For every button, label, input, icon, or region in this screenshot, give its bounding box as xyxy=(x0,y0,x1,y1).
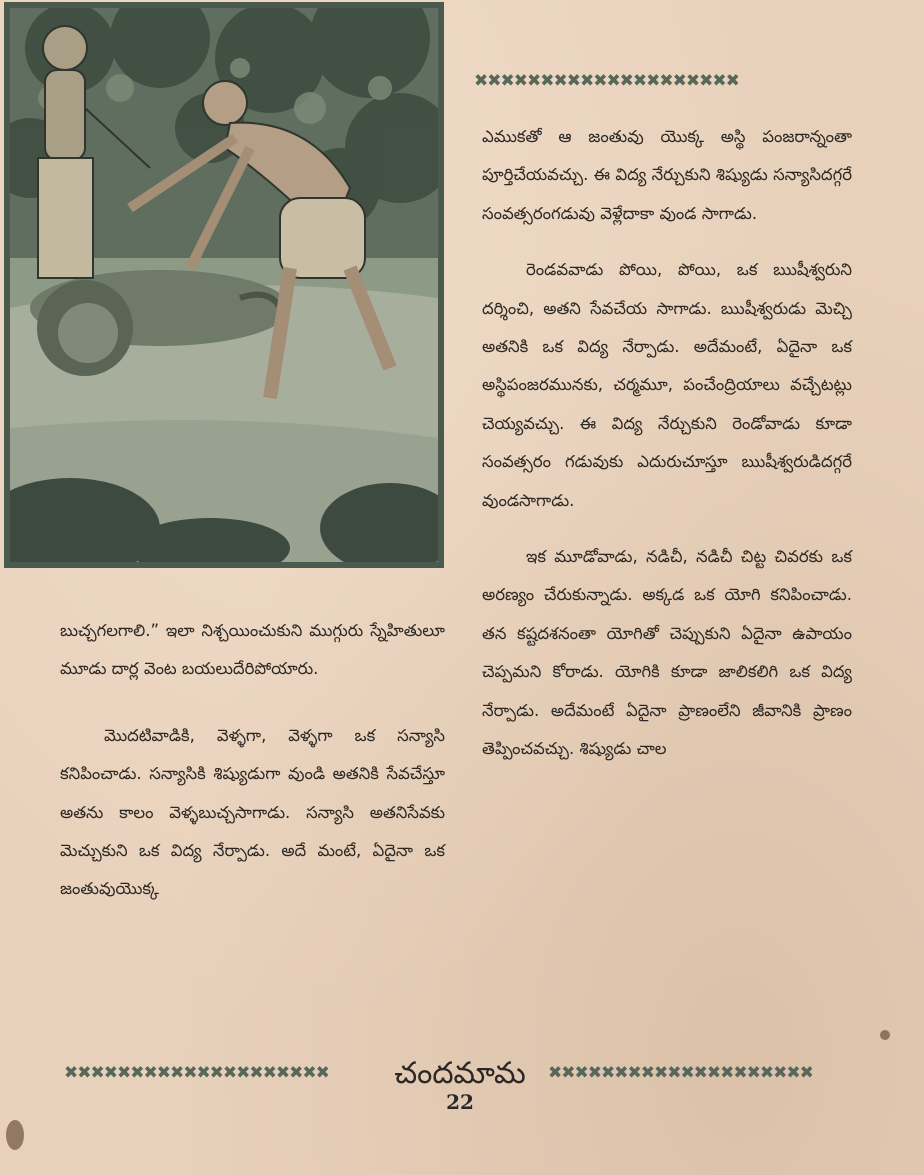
right-column xyxy=(482,118,852,769)
border-pattern: ✖✖✖✖✖✖✖✖✖✖✖✖✖✖✖✖✖✖✖✖ xyxy=(548,1063,813,1083)
paper-stain xyxy=(880,1030,890,1040)
left-paragraph-2: మొదటివాడికి, వెళ్ళగా, వెళ్ళగా ఒక సన్యాసి కనిపించాడు. సన్యాసికి శిష్యుడుగా వుండి అతనికి సేవచేస్తూ అతను కాలం వెళ్ళబుచ్చసాగాడు. సన్యాసి అతనిసేవకు మెచ్చుకుని ఒక విద్య నేర్పాడు. అదే మంటే, ఏదైనా ఒక జంతువుయొక్క xyxy=(60,725,445,899)
magazine-title: చందమామ xyxy=(394,1056,526,1091)
right-paragraph-2: రెండవవాడు పోయి, పోయి, ఒక ఋషీశ్వరుని దర్శించి, అతని సేవచేయ సాగాడు. ఋషీశ్వరుడు మెచ్చి అతనికి ఒక విద్య నేర్పాడు. అదేమంటే, ఏదైనా ఒక అస్థిపంజరమునకు, చర్మమూ, పంచేంద్రియాలు వచ్చేటట్లు చెయ్యవచ్చు. ఈ విద్య నేర్చుకుని రెండోవాడు కూడా సంవత్సరం గడువుకు ఎదురుచూస్తూ ఋషీశ్వరుడిదగ్గరే వుండసాగాడు. xyxy=(482,260,852,510)
left-column xyxy=(60,612,445,909)
illustration-drawing xyxy=(10,8,438,562)
decorative-border-footer-left xyxy=(64,1062,374,1084)
right-paragraph-3: ఇక మూడోవాడు, నడిచీ, నడిచీ చిట్ట చివరకు ఒక అరణ్యం చేరుకున్నాడు. అక్కడ ఒక యోగి కనిపించాడు. తన కష్టదశనంతా యోగితో చెప్పుకుని ఏదైనా ఉపాయం చెప్పమని కోరాడు. యోగికి కూడా జాలికలిగి ఒక విద్య నేర్పాడు. అదేమంటే ఏదైనా ప్రాణంలేని జీవానికి ప్రాణం తెప్పించవచ్చు. శిష్యుడు చాల xyxy=(482,547,852,759)
right-paragraph-1: ఎముకతో ఆ జంతువు యొక్క అస్థి పంజరాన్నంతా పూర్తిచేయవచ్చు. ఈ విద్య నేర్చుకుని శిష్యుడు సన్యాసిదగ్గరే సంవత్సరంగడువు వెళ్లేదాకా వుండ సాగాడు. xyxy=(482,127,852,223)
border-pattern: ✖✖✖✖✖✖✖✖✖✖✖✖✖✖✖✖✖✖✖✖ xyxy=(474,71,739,91)
story-illustration xyxy=(4,2,444,568)
decorative-border-footer-right xyxy=(548,1062,858,1084)
border-pattern: ✖✖✖✖✖✖✖✖✖✖✖✖✖✖✖✖✖✖✖✖ xyxy=(64,1063,329,1083)
left-paragraph-1: బుచ్చగలగాలి.” ఇలా నిశ్చయించుకుని ముగ్గురు స్నేహితులూ మూడు దార్ల వెంట బయలుదేరిపోయారు. xyxy=(60,621,445,679)
paper-stain xyxy=(6,1120,24,1150)
decorative-border-top xyxy=(474,70,854,92)
page-number: 22 xyxy=(446,1090,474,1114)
